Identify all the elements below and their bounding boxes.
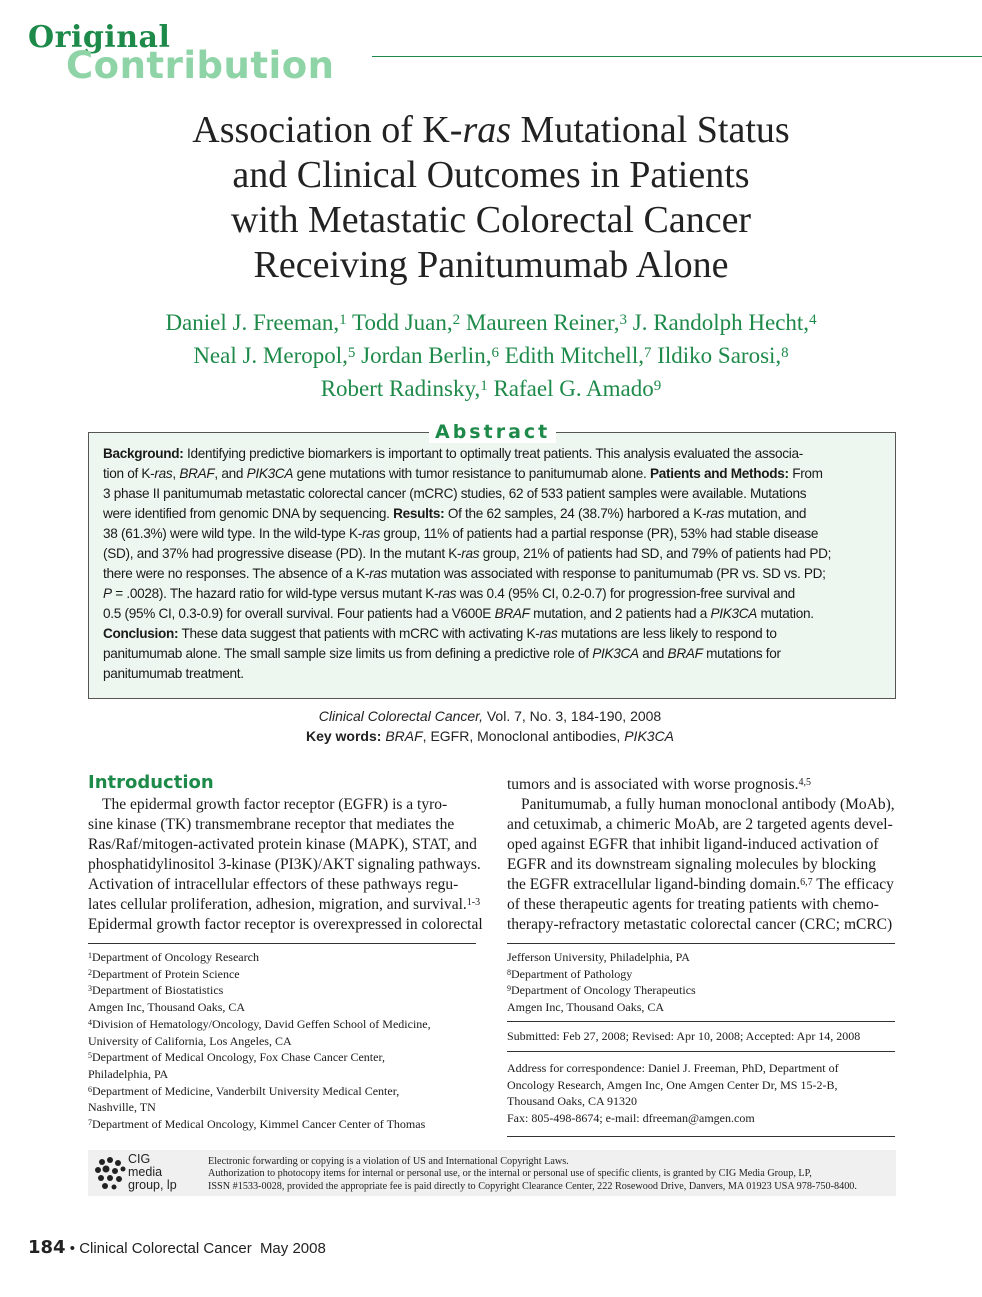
author-name: Daniel J. Freeman, [165,310,340,335]
title-line-2: and Clinical Outcomes in Patients [232,154,750,196]
abstract-line: 3 phase II panitumumab metastatic colorectal cancer (mCRC) studies, 62 of 533 patient samples were available. Mutations [103,486,807,501]
body-text: the EGFR extracellular ligand-binding domain. [507,876,801,893]
copyright-line: ISSN #1533-0028, provided the appropriate fee is paid directly to Copyright Clearance Center, 222 Rosewood Drive, Danvers, MA 01923 USA 978-750-8400. [208,1180,857,1192]
affiliation-number: 3 [88,984,92,994]
page-footer [28,1237,326,1258]
abstract-line: panitumumab alone. The small sample size limits us from defining a predictive role of PIK3CA and BRAF mutations for [103,646,781,661]
correspondence-line: Oncology Research, Amgen Inc, One Amgen Center Dr, MS 15-2-B, [507,1077,838,1092]
abstract-line: Background: Identifying predictive biomarkers is important to optimally treat patients. This analysis evaluated the associa- [103,446,803,461]
body-line [507,775,895,795]
author-name: Ildiko Sarosi, [657,343,782,368]
correspondence-line: Thousand Oaks, CA 91320 [507,1094,637,1109]
header-rule [372,56,982,57]
author-name: Rafael G. Amado [493,376,654,401]
author-line-3 [80,372,902,405]
affiliation-text: Department of Medicine, Vanderbilt University Medical Center, [92,1083,400,1098]
affiliation-item [88,982,476,999]
author-affiliation: 8 [781,345,789,361]
author-affiliation: 3 [619,312,627,328]
keywords-label: Key words: [305,728,382,744]
body-line: oped against EGFR that inhibit ligand-induced activation of [507,836,879,853]
abstract-line: 0.5 (95% CI, 0.3-0.9) for overall survival. Four patients had a V600E BRAF mutation, and 2 patients had a PIK3CA mutation. [103,606,814,621]
publisher-logo-text [128,1153,177,1192]
affiliation-number: 4 [88,1017,92,1027]
affiliation-item [88,1033,476,1050]
logo-line: CIG [128,1152,151,1166]
affiliation-item [88,1083,476,1100]
abstract-line: (SD), and 37% had progressive disease (PD). In the mutant K-ras group, 21% of patients had SD, and 79% of patients had PD; [103,546,832,561]
abstract-line: Conclusion: These data suggest that patients with mCRC with activating K-ras mutations are less likely to respond to [103,626,777,641]
affiliation-number: 6 [88,1084,92,1094]
author-line-1 [80,306,902,339]
footnote-rule [88,943,476,944]
author-affiliation: 5 [347,345,356,361]
body-line: sine kinase (TK) transmembrane receptor that mediates the [88,816,455,833]
footnote-rule [507,1051,895,1052]
footnote-rule [507,1021,895,1022]
affiliation-number: 9 [507,984,511,994]
reference-marker: 1-3 [466,897,481,908]
abstract-line: tion of K-ras, BRAF, and PIK3CA gene mutations with tumor resistance to panitumumab alone. Patients and Methods: From [103,466,823,481]
author-name: Maureen Reiner, [465,310,620,335]
author-name: Edith Mitchell, [504,343,644,368]
body-line: EGFR and its downstream signaling molecules by blocking [507,856,876,873]
abstract-line: 38 (61.3%) were wild type. In the wild-type K-ras group, 11% of patients had a partial response (PR), 53% had stable disease [103,526,819,541]
copyright-line: Authorization to photocopy items for internal or personal use, or the internal or personal use of specific clients, is granted by CIG Media Group, LP, [208,1168,812,1180]
author-name: J. Randolph Hecht, [632,310,810,335]
affiliation-item [88,1066,476,1083]
affiliation-text: Jefferson University, Philadelphia, PA [507,950,690,964]
body-line [507,875,895,895]
footer-journal: Clinical Colorectal Cancer [79,1240,252,1257]
title-line-4: Receiving Panitumumab Alone [253,244,729,286]
author-name: Robert Radinsky, [320,376,481,401]
author-line-2 [80,339,902,372]
footnote-rule [507,943,895,944]
abstract-heading: Abstract [429,421,556,443]
author-affiliation: 4 [809,312,817,328]
affiliation-text: University of California, Los Angeles, CA [88,1033,292,1048]
affiliation-item [507,966,895,983]
affiliation-text: Philadelphia, PA [88,1066,169,1081]
body-line: therapy-refractory metastatic colorectal cancer (CRC; mCRC) [507,916,893,933]
author-name: Jordan Berlin, [361,343,492,368]
keywords-line [190,726,790,746]
author-name: Todd Juan, [352,310,453,335]
journal-name: Clinical Colorectal Cancer, [318,708,483,724]
affiliation-number: 5 [88,1051,92,1061]
reference-marker: 6,7 [800,877,813,888]
affiliation-item [88,1116,476,1133]
page-number: 184 [28,1237,66,1258]
article-title [100,108,882,288]
reference-marker: 4,5 [798,777,811,788]
author-affiliation: 2 [452,312,461,328]
title-line-1: Association of K-ras Mutational Status [192,109,790,151]
affiliation-item [88,966,476,983]
body-text: tumors and is associated with worse prognosis. [507,776,799,793]
affiliation-item [88,1016,476,1033]
affiliation-text: Amgen Inc, Thousand Oaks, CA [88,1000,246,1015]
affiliation-item [88,949,476,966]
affiliation-text: Nashville, TN [88,1100,156,1115]
logo-line: group, lp [128,1178,177,1192]
body-text: The efficacy [812,876,894,893]
affiliation-text: Department of Biostatistics [92,983,224,998]
affiliation-item [507,999,895,1016]
affiliation-number: 7 [88,1118,92,1128]
affiliation-text: Amgen Inc, Thousand Oaks, CA [507,1000,665,1015]
abstract-line: P = .0028). The hazard ratio for wild-type versus mutant K-ras was 0.4 (95% CI, 0.2-0.7) for progression-free survival and [103,586,795,601]
body-line: Epidermal growth factor receptor is overexpressed in colorectal [88,916,483,933]
affiliation-item [88,1049,476,1066]
abstract-line: panitumumab treatment. [103,666,244,681]
affiliation-number: 1 [88,951,92,960]
abstract-line: were identified from genomic DNA by sequencing. Results: Of the 62 samples, 24 (38.7%) harbored a K-ras mutation, and [103,506,807,521]
title-line-3: with Metastatic Colorectal Cancer [230,199,752,241]
copyright-text [208,1156,892,1193]
body-line: and cetuximab, a chimeric MoAb, are 2 targeted agents devel- [507,816,893,833]
affiliation-text: Department of Medical Oncology, Fox Chase Cancer Center, [92,1050,385,1065]
author-affiliation: 7 [643,345,652,361]
keywords-value: BRAF, EGFR, Monoclonal antibodies, PIK3CA [385,728,675,744]
section-label-original: Original [28,20,171,55]
body-line: of these therapeutic agents for treating patients with chemo- [507,896,879,913]
affiliation-item [507,949,895,966]
intro-right-column [507,775,895,935]
introduction-heading: Introduction [88,772,214,793]
affiliation-number: 8 [507,967,511,977]
correspondence-line: Fax: 805-498-8674; e-mail: dfreeman@amgen.com [507,1111,755,1126]
affiliation-text: Department of Pathology [511,966,633,981]
affiliations-right [507,949,895,1016]
author-name: Neal J. Meropol, [193,343,348,368]
footnote-rule [507,1136,895,1137]
intro-left-column [88,795,483,935]
body-line [88,895,481,915]
author-affiliation: 9 [653,378,662,394]
body-text: lates cellular proliferation, adhesion, migration, and survival. [88,896,467,913]
correspondence-line: Address for correspondence: Daniel J. Freeman, PhD, Department of [507,1061,839,1075]
citation-line [190,706,790,726]
affiliation-text: Department of Medical Oncology, Kimmel Cancer Center of Thomas [92,1117,426,1132]
citation-block [190,706,790,746]
body-line: Panitumumab, a fully human monoclonal antibody (MoAb), [521,796,895,813]
author-list [80,306,902,405]
affiliation-text: Division of Hematology/Oncology, David Geffen School of Medicine, [92,1016,431,1031]
affiliation-number: 2 [88,967,92,977]
copyright-line: Electronic forwarding or copying is a violation of US and International Copyright Laws. [208,1156,569,1167]
footer-bullet: • [69,1240,76,1257]
footer-date: May 2008 [259,1240,326,1257]
affiliation-item [88,999,476,1016]
submission-text: Submitted: Feb 27, 2008; Revised: Apr 10, 2008; Accepted: Apr 14, 2008 [507,1029,861,1043]
author-affiliation: 1 [339,312,347,328]
logo-line: media [128,1165,163,1179]
body-line: phosphatidylinositol 3-kinase (PI3K)/AKT signaling pathways. [88,856,481,873]
abstract-text [103,444,878,684]
affiliations-left [88,949,476,1133]
section-label-contribution: Contribution [66,44,335,87]
abstract-line: there were no responses. The absence of a K-ras mutation was associated with response to panitumumab (PR vs. SD vs. PD; [103,566,826,581]
submission-dates [507,1028,895,1045]
affiliation-text: Department of Oncology Research [92,950,259,964]
correspondence-block [507,1060,895,1127]
author-affiliation: 6 [491,345,499,361]
affiliation-text: Department of Oncology Therapeutics [511,983,696,998]
body-line: Ras/Raf/mitogen-activated protein kinase (MAPK), STAT, and [88,836,477,853]
affiliation-item [507,982,895,999]
affiliation-text: Department of Protein Science [92,966,240,981]
body-line: Activation of intracellular effectors of these pathways regu- [88,876,459,893]
body-line: The epidermal growth factor receptor (EGFR) is a tyro- [102,796,448,813]
author-affiliation: 1 [480,378,488,394]
affiliation-item [88,1099,476,1116]
journal-details: Vol. 7, No. 3, 184-190, 2008 [486,708,662,724]
